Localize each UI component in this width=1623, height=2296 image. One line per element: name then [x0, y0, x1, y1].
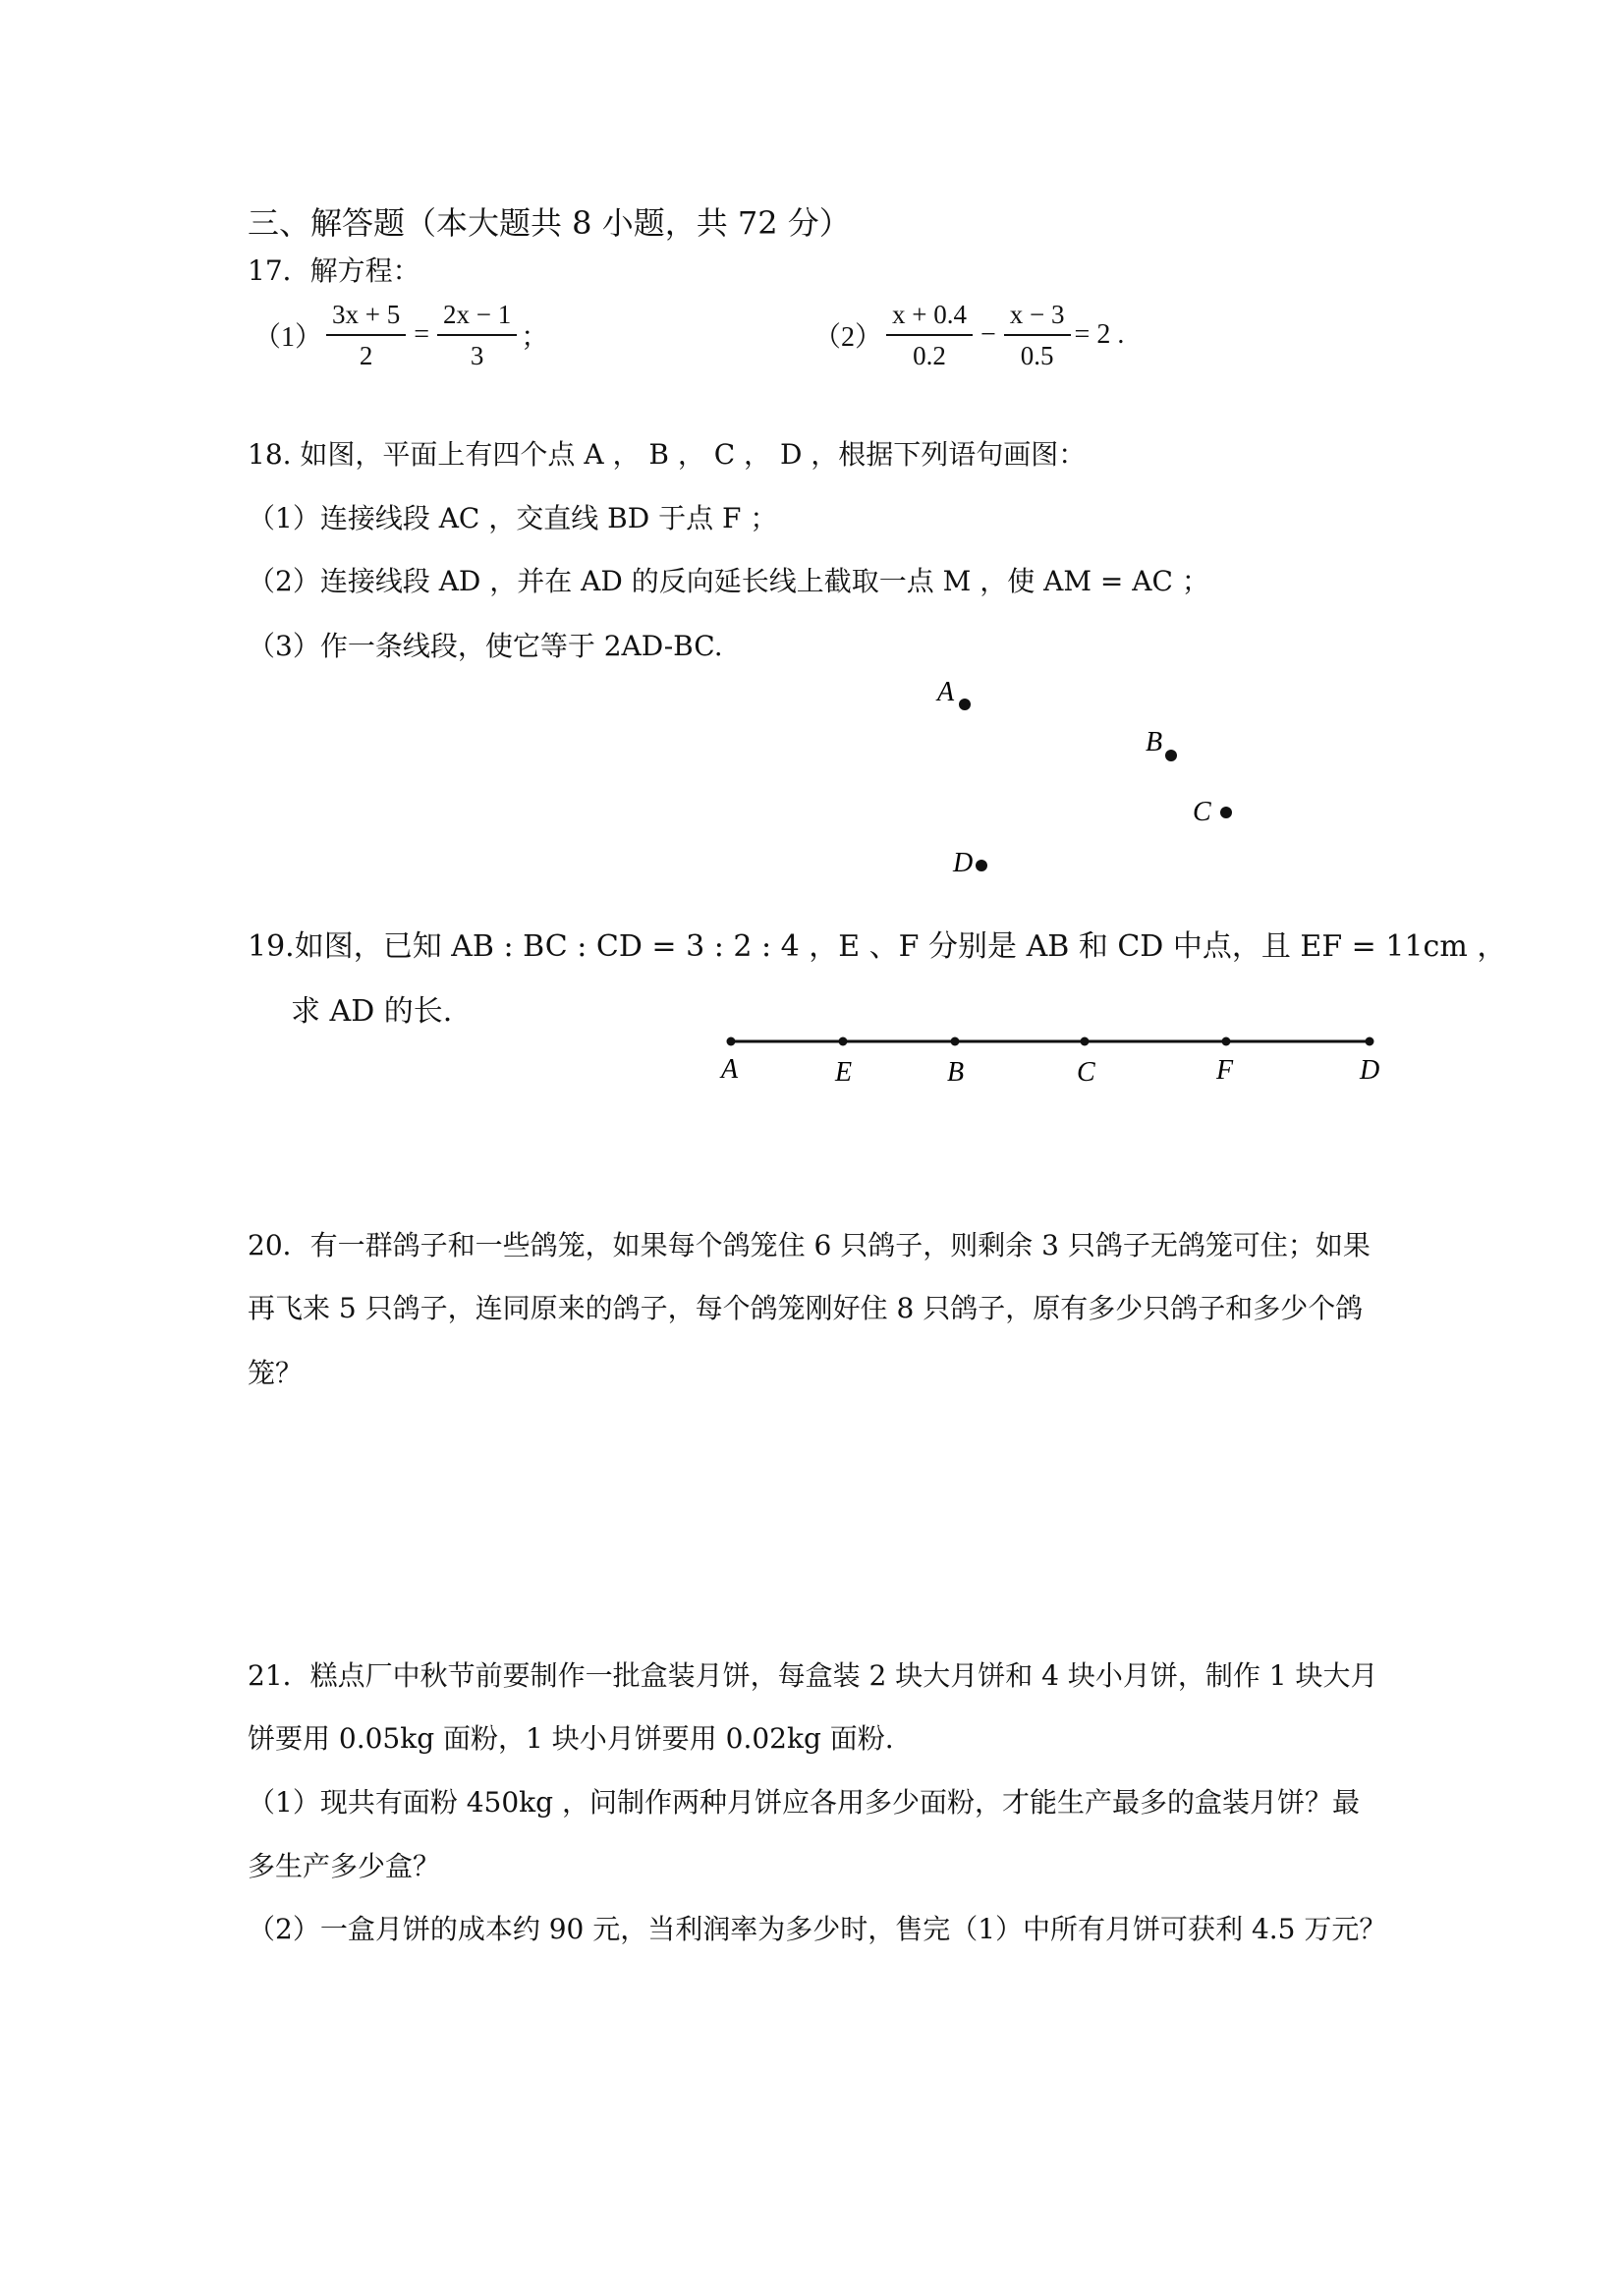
- segment-label-c: C: [1077, 1057, 1095, 1088]
- q17-p1-equals: =: [414, 319, 430, 350]
- section-title: 三、解答题（本大题共 8 小题，共 72 分）: [248, 204, 851, 242]
- point-c-dot: [1220, 807, 1232, 818]
- q21-line1: 21．糕点厂中秋节前要制作一批盒装月饼，每盒装 2 块大月饼和 4 块小月饼，制作 1 块大月: [248, 1659, 1378, 1692]
- q17-part1: [253, 299, 548, 371]
- q18-step2: （2）连接线段 AD ，并在 AD 的反向延长线上截取一点 M ，使 AM = AC ；: [248, 565, 1209, 597]
- q17-p2-numerator-b: x − 3: [1004, 299, 1071, 336]
- q17-p1-denominator-right: 3: [470, 341, 484, 370]
- q17-p2-fraction-b: [1004, 299, 1071, 371]
- q19-line2: 求 AD 的长.: [291, 994, 453, 1029]
- segment-point-b: [951, 1037, 960, 1046]
- q17-p2-label: （2）: [813, 322, 883, 353]
- q17-p1-denominator-left: 2: [359, 341, 373, 370]
- point-label-b: B: [1146, 727, 1163, 757]
- q19-segment-figure: [688, 1022, 1415, 1091]
- q17-p1-fraction-right: [437, 299, 517, 371]
- q18-points-figure: [923, 668, 1258, 884]
- segment-label-a: A: [721, 1054, 739, 1085]
- segment-label-e: E: [835, 1057, 853, 1088]
- q20-line1: 20．有一群鸽子和一些鸽笼，如果每个鸽笼住 6 只鸽子，则剩余 3 只鸽子无鸽笼可住；如果: [248, 1229, 1371, 1261]
- q17-p1-end: ；: [521, 322, 549, 353]
- q20-line2: 再飞来 5 只鸽子，连同原来的鸽子，每个鸽笼刚好住 8 只鸽子，原有多少只鸽子和多少个鸽: [248, 1292, 1364, 1324]
- segment-label-b: B: [947, 1057, 965, 1088]
- q18-step3: （3）作一条线段，使它等于 2AD-BC.: [248, 630, 723, 662]
- q17-title: 17．解方程：: [248, 254, 420, 287]
- q17-p1-fraction-left: [326, 299, 406, 371]
- q17-p2-denominator-a: 0.2: [913, 341, 946, 370]
- q21-line2: 饼要用 0.05kg 面粉，1 块小月饼要用 0.02kg 面粉.: [248, 1722, 894, 1755]
- segment-label-f: F: [1216, 1055, 1234, 1086]
- q18-title: 18. 如图，平面上有四个点 A ， B ， C ， D ，根据下列语句画图：: [248, 438, 1087, 471]
- q18-step1: （1）连接线段 AC ，交直线 BD 于点 F ；: [248, 502, 778, 534]
- q17-part2: [813, 299, 1124, 371]
- q17-p2-numerator-a: x + 0.4: [886, 299, 973, 336]
- q17-p1-label: （1）: [253, 322, 323, 353]
- q20-line3: 笼？: [248, 1357, 304, 1389]
- point-a-dot: [959, 699, 971, 710]
- q19-line1: 19.如图，已知 AB : BC : CD = 3 : 2 : 4 ，E 、F 分别是 AB 和 CD 中点，且 EF = 11cm ，: [248, 929, 1507, 964]
- segment-point-f: [1222, 1037, 1231, 1046]
- q17-p2-denominator-b: 0.5: [1020, 341, 1054, 370]
- segment-point-e: [839, 1037, 848, 1046]
- q21-part2: （2）一盒月饼的成本约 90 元，当利润率为多少时，售完（1）中所有月饼可获利 4.5 万元？: [248, 1913, 1387, 1945]
- segment-point-c: [1081, 1037, 1090, 1046]
- point-label-c: C: [1193, 797, 1211, 827]
- q17-p2-fraction-a: [886, 299, 973, 371]
- q17-p2-rhs: = 2 .: [1074, 319, 1125, 350]
- segment-label-d: D: [1360, 1055, 1380, 1086]
- q17-p1-numerator-left: 3x + 5: [326, 299, 406, 336]
- point-label-a: A: [937, 677, 955, 707]
- segment-point-a: [727, 1037, 736, 1046]
- q21-part1-line2: 多生产多少盒？: [248, 1850, 441, 1882]
- q17-p2-minus: −: [980, 319, 996, 350]
- q17-p1-numerator-right: 2x − 1: [437, 299, 517, 336]
- point-d-dot: [976, 860, 987, 871]
- point-label-d: D: [953, 848, 974, 878]
- point-b-dot: [1165, 750, 1177, 761]
- segment-point-d: [1366, 1037, 1374, 1046]
- q21-part1-line1: （1）现共有面粉 450kg ，问制作两种月饼应各用多少面粉，才能生产最多的盒装月饼？最: [248, 1786, 1360, 1819]
